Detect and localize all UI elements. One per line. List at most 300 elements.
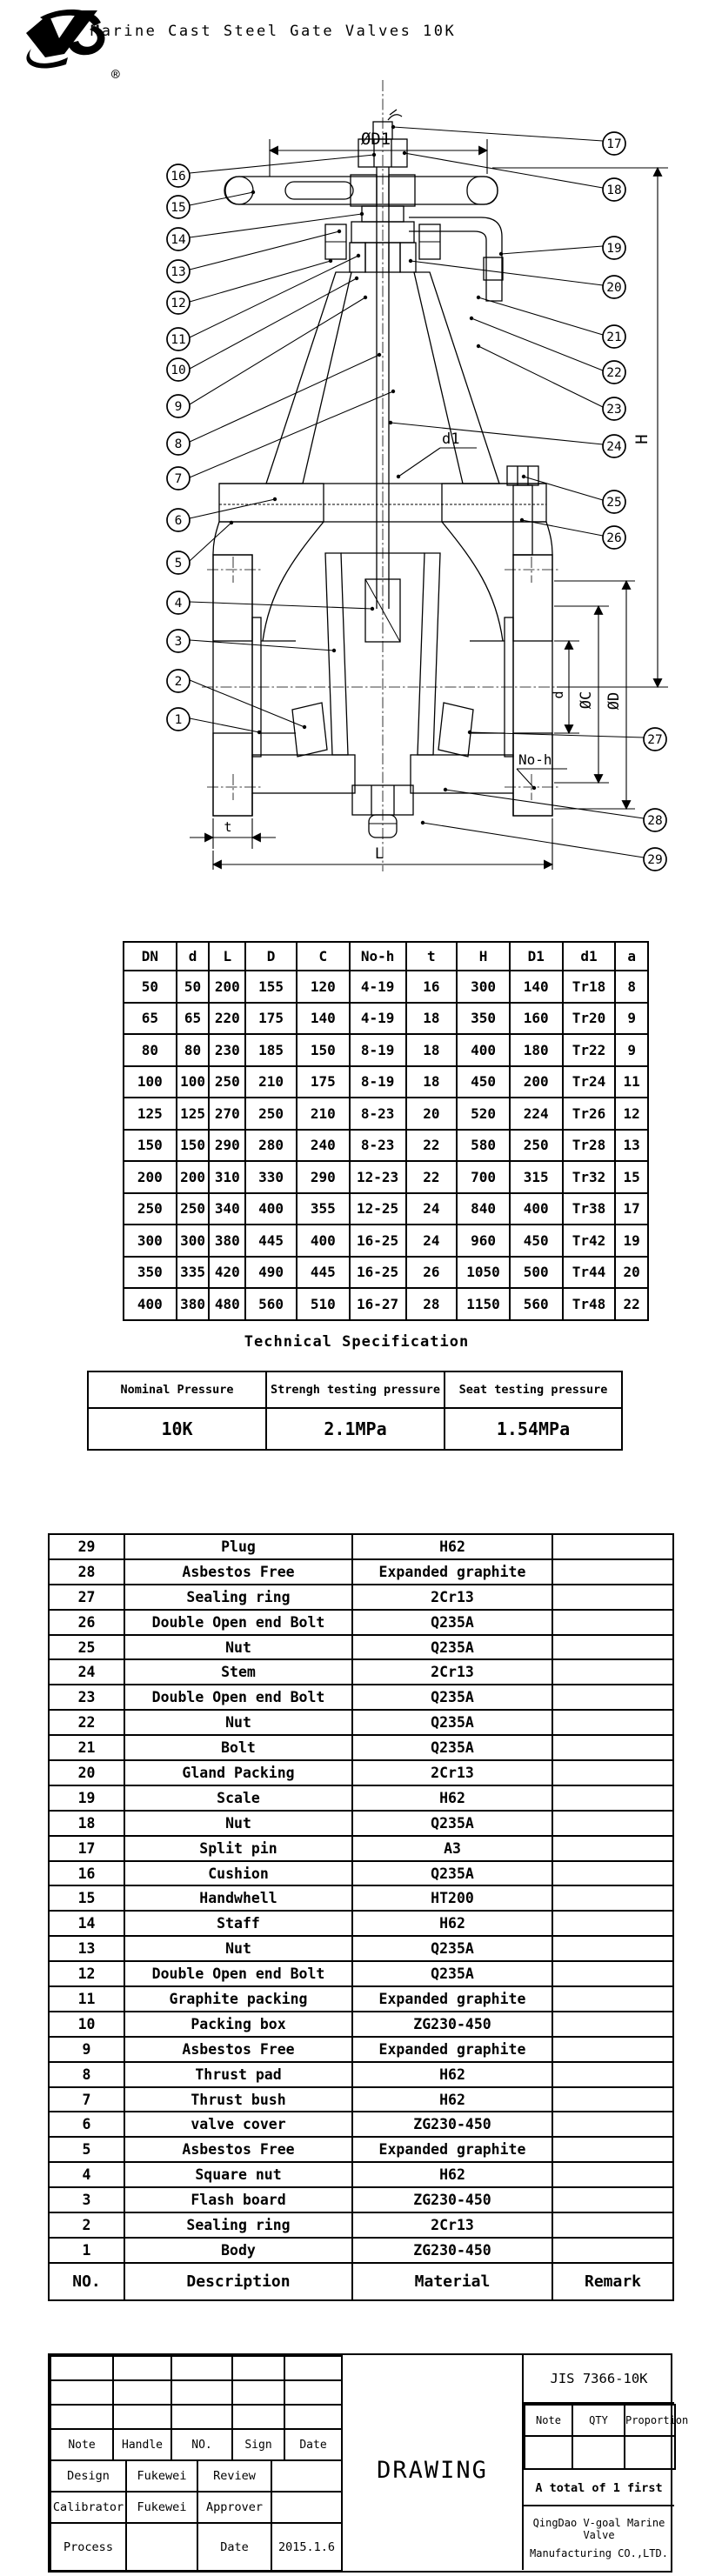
svg-text:13: 13	[170, 265, 186, 280]
dims-cell-noh: 12-23	[350, 1161, 406, 1193]
part-description: Staff	[124, 1911, 352, 1936]
dims-cell-t: 16	[406, 971, 458, 1003]
callout-9	[167, 395, 190, 417]
part-material: 2Cr13	[352, 1659, 552, 1685]
part-material: ZG230-450	[352, 2112, 552, 2137]
part-material: 2Cr13	[352, 2212, 552, 2238]
parts-row	[49, 2087, 673, 2112]
dimensions-column-header: d1	[563, 942, 616, 971]
spec-value: 1.54MPa	[445, 1408, 622, 1450]
dims-cell-d1: Tr42	[563, 1225, 616, 1257]
dims-cell-a: 20	[615, 1257, 648, 1289]
part-remark	[552, 2238, 673, 2263]
dims-cell-h: 580	[457, 1130, 510, 1162]
dims-cell-d: 65	[177, 1003, 210, 1035]
dims-cell-noh: 8-23	[350, 1130, 406, 1162]
parts-row	[49, 1811, 673, 1836]
callout-18	[603, 178, 625, 201]
spec-header-row	[88, 1371, 622, 1408]
dims-cell-c: 445	[297, 1257, 350, 1289]
callout-3	[167, 630, 190, 652]
dims-cell-l: 480	[209, 1288, 245, 1320]
dims-cell-dn: 200	[124, 1161, 177, 1193]
dim-label-L: L	[374, 845, 384, 863]
callout-23	[603, 397, 625, 420]
callout-leaders	[190, 125, 644, 858]
callout-7	[167, 467, 190, 490]
part-description: Nut	[124, 1635, 352, 1660]
parts-row	[49, 2037, 673, 2062]
parts-row	[49, 2212, 673, 2238]
part-material: H62	[352, 1911, 552, 1936]
callout-13	[167, 260, 190, 283]
part-remark	[552, 1836, 673, 1861]
part-material: Q235A	[352, 1710, 552, 1735]
dimensions-row	[124, 1193, 648, 1225]
part-description: Nut	[124, 1936, 352, 1961]
parts-footer-cell: Description	[124, 2263, 352, 2300]
part-material: A3	[352, 1836, 552, 1861]
part-description: Flash board	[124, 2187, 352, 2212]
dims-cell-h: 700	[457, 1161, 510, 1193]
dims-cell-c: 150	[297, 1034, 350, 1066]
dims-cell-dcap: 185	[245, 1034, 297, 1066]
dims-cell-d: 380	[177, 1288, 210, 1320]
dims-cell-c: 240	[297, 1130, 350, 1162]
company-line-1: QingDao V-goal Marine Valve	[532, 2516, 665, 2542]
callout-22	[603, 361, 625, 384]
svg-text:10: 10	[170, 364, 186, 378]
registered-trademark-icon: ®	[111, 66, 120, 83]
signature-value-2	[271, 2460, 342, 2492]
dims-cell-d: 125	[177, 1098, 210, 1130]
part-material: Expanded graphite	[352, 1986, 552, 2012]
callout-26	[603, 526, 625, 549]
dims-cell-d1cap: 450	[510, 1225, 563, 1257]
part-description: Handwhell	[124, 1885, 352, 1911]
dims-cell-h: 1050	[457, 1257, 510, 1289]
part-description: Scale	[124, 1785, 352, 1811]
dimensions-table	[123, 941, 649, 1321]
dims-cell-t: 26	[406, 1257, 458, 1289]
part-remark	[552, 1861, 673, 1886]
parts-row	[49, 1861, 673, 1886]
part-material: Expanded graphite	[352, 2137, 552, 2162]
dims-cell-dcap: 330	[245, 1161, 297, 1193]
dimensions-row	[124, 1225, 648, 1257]
parts-footer-row	[49, 2263, 673, 2300]
callout-11	[167, 328, 190, 350]
company-line-2: Manufacturing CO.,LTD.	[530, 2546, 668, 2559]
part-remark	[552, 1760, 673, 1785]
svg-text:4: 4	[174, 597, 183, 611]
part-remark	[552, 2062, 673, 2087]
part-remark	[552, 1986, 673, 2012]
spec-value-row	[88, 1408, 622, 1450]
dims-cell-noh: 8-23	[350, 1098, 406, 1130]
dims-cell-noh: 4-19	[350, 1003, 406, 1035]
dims-cell-t: 18	[406, 1034, 458, 1066]
part-number: 19	[49, 1785, 124, 1811]
parts-row	[49, 2012, 673, 2037]
revision-grid	[50, 2355, 343, 2461]
dims-cell-d1cap: 560	[510, 1288, 563, 1320]
dims-cell-a: 8	[615, 971, 648, 1003]
sheet-total-label: A total of 1 first	[524, 2472, 674, 2506]
callout-24	[603, 435, 625, 457]
title-block	[48, 2353, 689, 2573]
spec-column-header: Seat testing pressure	[445, 1371, 622, 1408]
parts-footer-cell: Remark	[552, 2263, 673, 2300]
part-description: Graphite packing	[124, 1986, 352, 2012]
dims-cell-dn: 150	[124, 1130, 177, 1162]
dims-cell-d1: Tr38	[563, 1193, 616, 1225]
dim-label-d1: d1	[442, 430, 460, 448]
dims-cell-d1cap: 400	[510, 1193, 563, 1225]
parts-row	[49, 1836, 673, 1861]
dims-cell-a: 19	[615, 1225, 648, 1257]
svg-text:27: 27	[647, 733, 663, 748]
part-remark	[552, 2137, 673, 2162]
part-number: 29	[49, 1534, 124, 1559]
parts-row	[49, 1635, 673, 1660]
dims-cell-dn: 65	[124, 1003, 177, 1035]
signature-row	[50, 2523, 342, 2571]
svg-text:2: 2	[174, 675, 183, 690]
dims-cell-dcap: 490	[245, 1257, 297, 1289]
spec-value: 2.1MPa	[266, 1408, 445, 1450]
parts-row	[49, 2187, 673, 2212]
part-description: Sealing ring	[124, 1585, 352, 1610]
part-material: 2Cr13	[352, 1585, 552, 1610]
dims-cell-l: 230	[209, 1034, 245, 1066]
part-remark	[552, 2162, 673, 2187]
callout-21	[603, 325, 625, 348]
callout-4	[167, 591, 190, 614]
part-number: 24	[49, 1659, 124, 1685]
part-number: 2	[49, 2212, 124, 2238]
dims-cell-d1: Tr48	[563, 1288, 616, 1320]
dims-cell-a: 17	[615, 1193, 648, 1225]
part-number: 9	[49, 2037, 124, 2062]
dims-cell-d: 335	[177, 1257, 210, 1289]
dims-cell-c: 120	[297, 971, 350, 1003]
dims-cell-h: 450	[457, 1066, 510, 1098]
dim-label-no-h: No-h	[518, 751, 552, 768]
dimensions-column-header: No-h	[350, 942, 406, 971]
signature-role-2: Approver	[197, 2492, 271, 2523]
part-number: 13	[49, 1936, 124, 1961]
dims-cell-dn: 80	[124, 1034, 177, 1066]
part-material: ZG230-450	[352, 2012, 552, 2037]
dims-cell-l: 420	[209, 1257, 245, 1289]
part-material: H62	[352, 1534, 552, 1559]
revision-header-cell: Sign	[232, 2429, 284, 2460]
dims-cell-a: 11	[615, 1066, 648, 1098]
part-material: Q235A	[352, 1961, 552, 1986]
dimensions-row	[124, 1161, 648, 1193]
part-number: 20	[49, 1760, 124, 1785]
dims-cell-d: 300	[177, 1225, 210, 1257]
dims-cell-c: 290	[297, 1161, 350, 1193]
revision-header-row	[50, 2429, 342, 2460]
dims-cell-d: 200	[177, 1161, 210, 1193]
dims-cell-a: 9	[615, 1034, 648, 1066]
part-remark	[552, 2012, 673, 2037]
dims-cell-l: 270	[209, 1098, 245, 1130]
part-material: H62	[352, 2087, 552, 2112]
part-number: 14	[49, 1911, 124, 1936]
part-number: 16	[49, 1861, 124, 1886]
signature-grid	[50, 2459, 343, 2572]
svg-text:28: 28	[647, 814, 663, 829]
dims-cell-d: 100	[177, 1066, 210, 1098]
revision-header-cell: Date	[284, 2429, 342, 2460]
part-number: 22	[49, 1710, 124, 1735]
parts-row	[49, 1785, 673, 1811]
svg-text:8: 8	[174, 437, 183, 452]
dims-cell-h: 300	[457, 971, 510, 1003]
dimensions-row	[124, 1098, 648, 1130]
part-material: Expanded graphite	[352, 2037, 552, 2062]
part-description: Nut	[124, 1710, 352, 1735]
dims-cell-d1cap: 200	[510, 1066, 563, 1098]
dims-cell-a: 15	[615, 1161, 648, 1193]
parts-footer-cell: Material	[352, 2263, 552, 2300]
svg-text:1: 1	[174, 713, 183, 728]
dimensions-column-header: a	[615, 942, 648, 971]
part-material: 2Cr13	[352, 1760, 552, 1785]
callout-15	[167, 196, 190, 218]
dims-cell-d1cap: 224	[510, 1098, 563, 1130]
spec-column-header: Nominal Pressure	[88, 1371, 266, 1408]
dims-cell-d1: Tr28	[563, 1130, 616, 1162]
dimensions	[190, 130, 668, 870]
svg-text:7: 7	[174, 472, 183, 487]
parts-row	[49, 1735, 673, 1760]
signature-name: Fukewei	[126, 2492, 197, 2523]
dims-cell-d1cap: 315	[510, 1161, 563, 1193]
part-number: 15	[49, 1885, 124, 1911]
dims-cell-d1cap: 500	[510, 1257, 563, 1289]
part-material: ZG230-450	[352, 2238, 552, 2263]
svg-text:26: 26	[606, 531, 622, 546]
part-number: 8	[49, 2062, 124, 2087]
parts-row	[49, 1585, 673, 1610]
dims-cell-d1: Tr44	[563, 1257, 616, 1289]
revision-empty-row	[50, 2356, 342, 2380]
svg-text:11: 11	[170, 333, 186, 348]
dims-cell-dn: 125	[124, 1098, 177, 1130]
dimensions-column-header: L	[209, 942, 245, 971]
qty-header-cell: QTY	[572, 2405, 625, 2436]
parts-footer-cell: NO.	[49, 2263, 124, 2300]
signature-role: Calibrator	[50, 2492, 126, 2523]
part-description: Asbestos Free	[124, 2037, 352, 2062]
part-remark	[552, 1659, 673, 1685]
dims-cell-a: 9	[615, 1003, 648, 1035]
parts-row	[49, 1760, 673, 1785]
dimensions-row	[124, 1130, 648, 1162]
dim-label-H: H	[632, 434, 652, 444]
revision-header-cell: Handle	[113, 2429, 171, 2460]
dimensions-row	[124, 971, 648, 1003]
part-material: Q235A	[352, 1635, 552, 1660]
svg-text:12: 12	[170, 297, 186, 311]
part-remark	[552, 2037, 673, 2062]
dim-label-C: ØC	[578, 691, 595, 710]
dims-cell-noh: 16-27	[350, 1288, 406, 1320]
dims-cell-a: 12	[615, 1098, 648, 1130]
dims-cell-t: 22	[406, 1130, 458, 1162]
dims-cell-dcap: 400	[245, 1193, 297, 1225]
svg-text:14: 14	[170, 233, 186, 248]
dims-cell-d1: Tr24	[563, 1066, 616, 1098]
callout-2	[167, 670, 190, 692]
callout-14	[167, 228, 190, 250]
parts-row	[49, 1936, 673, 1961]
svg-text:20: 20	[606, 281, 622, 296]
parts-list-table	[48, 1533, 674, 2301]
dimensions-row	[124, 1003, 648, 1035]
svg-text:19: 19	[606, 242, 622, 257]
dimensions-column-header: D	[245, 942, 297, 971]
callout-29	[644, 848, 666, 871]
drawing-type-cell	[341, 2355, 524, 2570]
part-remark	[552, 1534, 673, 1559]
parts-row	[49, 1659, 673, 1685]
dimensions-row	[124, 1257, 648, 1289]
signature-name: Fukewei	[126, 2460, 197, 2492]
callout-19	[603, 237, 625, 259]
parts-row	[49, 2238, 673, 2263]
signature-role: Process	[50, 2523, 126, 2571]
part-material: Q235A	[352, 1811, 552, 1836]
dims-cell-c: 140	[297, 1003, 350, 1035]
part-material: Q235A	[352, 1610, 552, 1635]
spec-value: 10K	[88, 1408, 266, 1450]
signature-value-2	[271, 2492, 342, 2523]
dims-cell-h: 400	[457, 1034, 510, 1066]
dims-cell-d1cap: 180	[510, 1034, 563, 1066]
dims-cell-t: 28	[406, 1288, 458, 1320]
part-description: Body	[124, 2238, 352, 2263]
dims-cell-c: 355	[297, 1193, 350, 1225]
part-remark	[552, 1710, 673, 1735]
part-description: Double Open end Bolt	[124, 1610, 352, 1635]
parts-row	[49, 1534, 673, 1559]
part-remark	[552, 2087, 673, 2112]
dimensions-column-header: D1	[510, 942, 563, 971]
dims-cell-d1: Tr18	[563, 971, 616, 1003]
dims-cell-t: 24	[406, 1193, 458, 1225]
dims-cell-noh: 16-25	[350, 1225, 406, 1257]
callout-10	[167, 358, 190, 381]
dims-cell-d1: Tr26	[563, 1098, 616, 1130]
part-remark	[552, 1559, 673, 1585]
revision-header-cell: NO.	[171, 2429, 232, 2460]
part-description: Square nut	[124, 2162, 352, 2187]
dims-cell-dcap: 175	[245, 1003, 297, 1035]
dims-cell-t: 22	[406, 1161, 458, 1193]
callout-17	[603, 132, 625, 155]
dim-label-d1-top: ØD1	[360, 130, 391, 149]
parts-row	[49, 1610, 673, 1635]
dims-cell-t: 20	[406, 1098, 458, 1130]
dims-cell-l: 340	[209, 1193, 245, 1225]
signature-value-2: 2015.1.6	[271, 2523, 342, 2571]
dims-cell-dcap: 280	[245, 1130, 297, 1162]
dims-cell-noh: 4-19	[350, 971, 406, 1003]
part-number: 1	[49, 2238, 124, 2263]
svg-text:6: 6	[174, 514, 183, 529]
parts-row	[49, 1710, 673, 1735]
part-number: 5	[49, 2137, 124, 2162]
callout-16	[167, 164, 190, 187]
company-name	[524, 2506, 674, 2570]
dims-cell-dcap: 560	[245, 1288, 297, 1320]
part-number: 28	[49, 1559, 124, 1585]
part-description: Sealing ring	[124, 2212, 352, 2238]
part-number: 10	[49, 2012, 124, 2037]
dims-cell-c: 510	[297, 1288, 350, 1320]
dims-cell-l: 250	[209, 1066, 245, 1098]
part-remark	[552, 1585, 673, 1610]
revision-empty-row	[50, 2405, 342, 2429]
dims-cell-h: 1150	[457, 1288, 510, 1320]
part-remark	[552, 1911, 673, 1936]
part-description: Packing box	[124, 2012, 352, 2037]
part-number: 23	[49, 1685, 124, 1710]
dims-cell-l: 220	[209, 1003, 245, 1035]
part-remark	[552, 2112, 673, 2137]
parts-row	[49, 1685, 673, 1710]
part-number: 7	[49, 2087, 124, 2112]
callout-27	[644, 728, 666, 751]
dims-cell-t: 18	[406, 1003, 458, 1035]
parts-row	[49, 1559, 673, 1585]
part-number: 17	[49, 1836, 124, 1861]
part-material: H62	[352, 1785, 552, 1811]
dimensions-column-header: H	[457, 942, 510, 971]
svg-text:9: 9	[174, 400, 183, 415]
callout-20	[603, 276, 625, 298]
dim-label-D: ØD	[605, 691, 623, 711]
svg-text:22: 22	[606, 366, 622, 381]
callout-12	[167, 291, 190, 314]
dims-cell-dn: 350	[124, 1257, 177, 1289]
part-description: Double Open end Bolt	[124, 1685, 352, 1710]
dims-cell-dn: 300	[124, 1225, 177, 1257]
part-material: HT200	[352, 1885, 552, 1911]
parts-row	[49, 1961, 673, 1986]
dims-cell-h: 840	[457, 1193, 510, 1225]
part-number: 11	[49, 1986, 124, 2012]
svg-text:15: 15	[170, 201, 186, 216]
dims-cell-c: 400	[297, 1225, 350, 1257]
part-material: ZG230-450	[352, 2187, 552, 2212]
part-remark	[552, 1811, 673, 1836]
signature-role-2: Date	[197, 2523, 271, 2571]
part-remark	[552, 1936, 673, 1961]
dim-label-d: d	[551, 691, 566, 699]
dimensions-row	[124, 1066, 648, 1098]
dims-cell-h: 960	[457, 1225, 510, 1257]
dims-cell-d1: Tr20	[563, 1003, 616, 1035]
dims-cell-d: 80	[177, 1034, 210, 1066]
part-material: H62	[352, 2162, 552, 2187]
dimensions-column-header: d	[177, 942, 210, 971]
